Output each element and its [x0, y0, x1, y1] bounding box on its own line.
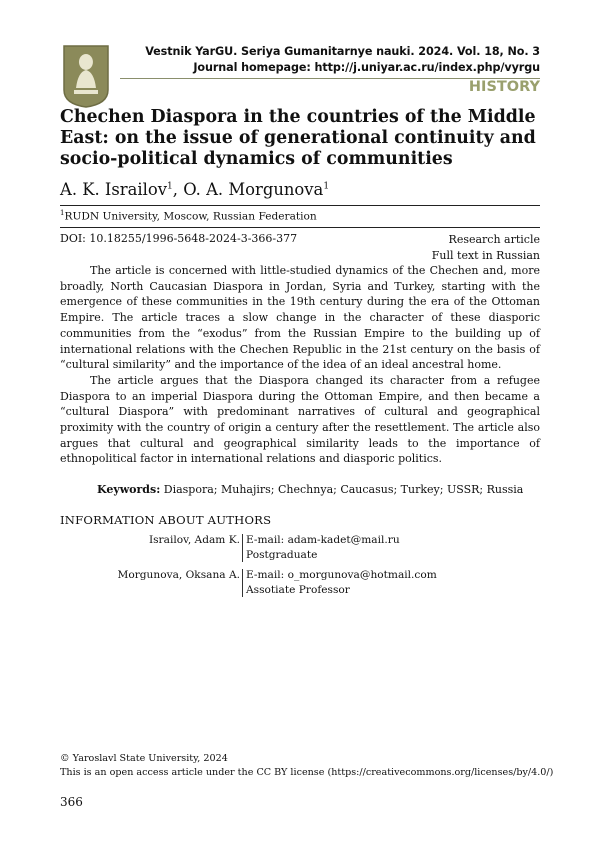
affiliation: [60, 209, 317, 223]
page-number: 366: [60, 795, 83, 809]
author-info-name: Morgunova, Oksana A.: [117, 569, 240, 581]
author-info-details: [246, 533, 400, 562]
author-list: [60, 180, 329, 199]
column-divider: [242, 569, 243, 597]
footer: [60, 752, 553, 780]
affiliation-marker: 1: [323, 181, 330, 192]
article-type: Research article: [448, 233, 540, 246]
section-label: HISTORY: [468, 79, 540, 95]
divider: [60, 205, 540, 206]
affiliation-marker: 1: [60, 209, 65, 217]
author-email: E-mail: adam-kadet@mail.ru: [246, 534, 400, 546]
doi: DOI: 10.18255/1996-5648-2024-3-366-377: [60, 232, 298, 245]
university-logo: [60, 44, 112, 108]
author-position: Postgraduate: [246, 548, 318, 561]
author-info-details: [246, 568, 437, 597]
authors-info-heading: INFORMATION ABOUT AUTHORS: [60, 513, 272, 527]
author-info-name: Israilov, Adam K.: [148, 534, 240, 546]
copyright: © Yaroslavl State University, 2024: [60, 753, 228, 764]
journal-citation: Vestnik YarGU. Seriya Gumanitarnye nauki. 2024. Vol. 18, No. 3: [145, 45, 540, 58]
abstract-paragraph: The article is concerned with little-studied dynamics of the Chechen and, more broadly, North Caucasian Diaspora in Jordan, Syria and Turkey, starting with the emergence of these communities in the 19th century during the era of the Ottoman Empire. The article traces a slow change in the character of these diasporic communities from the “exodus” from the Russian Empire to the building up of international relations with the Chechen Republic in the 21st century on the basis of “cultural similarity” and the importance of the idea of an ideal ancestral home.: [60, 264, 540, 372]
divider: [60, 227, 540, 228]
article-type-block: [432, 232, 540, 263]
author-separator: ,: [172, 180, 184, 199]
article-title: Chechen Diaspora in the countries of the Middle East: on the issue of generational continuity and socio-political dynamics of communities: [60, 107, 536, 169]
keywords-label: Keywords:: [97, 483, 161, 496]
full-text-language: Full text in Russian: [431, 248, 540, 262]
column-divider: [242, 534, 243, 562]
abstract-paragraph: The article argues that the Diaspora changed its character from a refugee Diaspora to an imperial Diaspora during the Ottoman Empire, and then became a “cultural Diaspora” with predominant narratives of cultural and geographical proximity with the country of origin a century after the resettlement. The article also argues that cultural and geographical similarity leads to the importance of ethnopolitical factor in international relations and diasporic politics.: [60, 373, 540, 466]
keywords: [97, 483, 540, 496]
author-name: A. K. Israilov: [60, 180, 168, 199]
journal-header: [145, 44, 540, 76]
keywords-text: Diaspora; Muhajirs; Chechnya; Caucasus; Turkey; USSR; Russia: [160, 483, 524, 496]
affiliation-marker: 1: [167, 181, 173, 192]
journal-homepage: Journal homepage: http://j.uniyar.ac.ru/index.php/vyrgu: [193, 61, 540, 74]
affiliation-text: RUDN University, Moscow, Russian Federation: [64, 210, 317, 223]
license: This is an open access article under the CC BY license (https://creativecommons.org/licenses/by/4.0/): [60, 767, 554, 778]
author-name: O. A. Morgunova: [183, 180, 324, 199]
abstract: [60, 263, 540, 467]
author-email: E-mail: o_morgunova@hotmail.com: [246, 569, 437, 581]
author-position: Assotiate Professor: [246, 583, 350, 596]
